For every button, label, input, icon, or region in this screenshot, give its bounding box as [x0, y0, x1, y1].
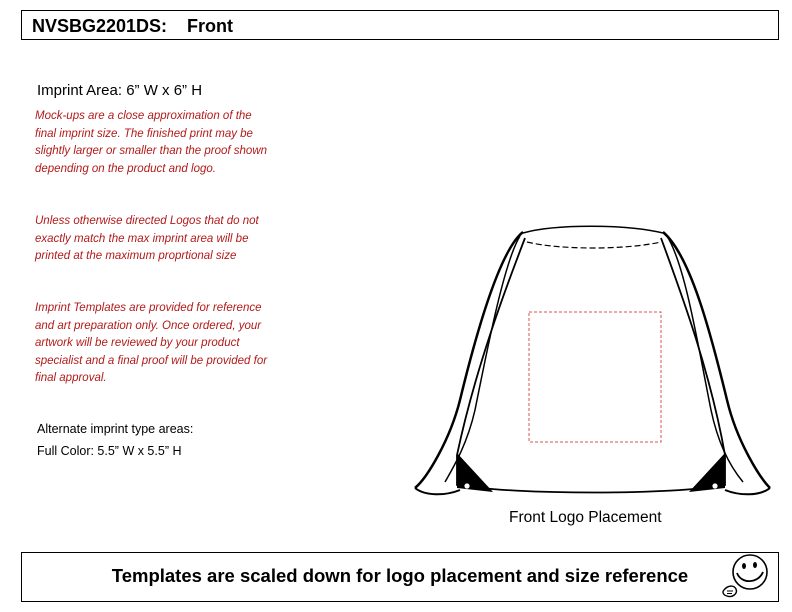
smiley-icon [718, 552, 770, 600]
bag-corner-left [457, 453, 493, 492]
alternate-imprint-block [37, 418, 193, 462]
placement-caption: Front Logo Placement [509, 509, 662, 526]
page-title: NVSBG2201DS: Front [32, 16, 234, 36]
footer-text: Templates are scaled down for logo placement and size reference [111, 565, 689, 586]
footer-box [21, 552, 779, 602]
imprint-area-outline [529, 312, 661, 442]
full-color-area: Full Color: 5.5” W x 5.5” H [37, 444, 182, 458]
mockup-note: Mock-ups are a close approximation of the final imprint size. The finished print may be slightly larger or smaller than the proof shown depending on the product and logo. [35, 110, 268, 175]
template-note: Imprint Templates are provided for reference and art preparation only. Once ordered, your artwork will be reviewed by your product specialist and a final proof will be provided for final approval. [35, 302, 268, 384]
imprint-area-label: Imprint Area: 6” W x 6” H [37, 82, 203, 99]
drawstring-bag-illustration [405, 220, 775, 500]
logo-size-note: Unless otherwise directed Logos that do not exactly match the max imprint area will be printed at the maximum proprtional size [35, 215, 259, 262]
bag-drawstring-top [523, 226, 663, 233]
alternate-heading: Alternate imprint type areas: [37, 422, 194, 436]
bag-right-cord [663, 232, 770, 488]
bag-corner-right [689, 453, 725, 492]
header-box [21, 10, 779, 40]
